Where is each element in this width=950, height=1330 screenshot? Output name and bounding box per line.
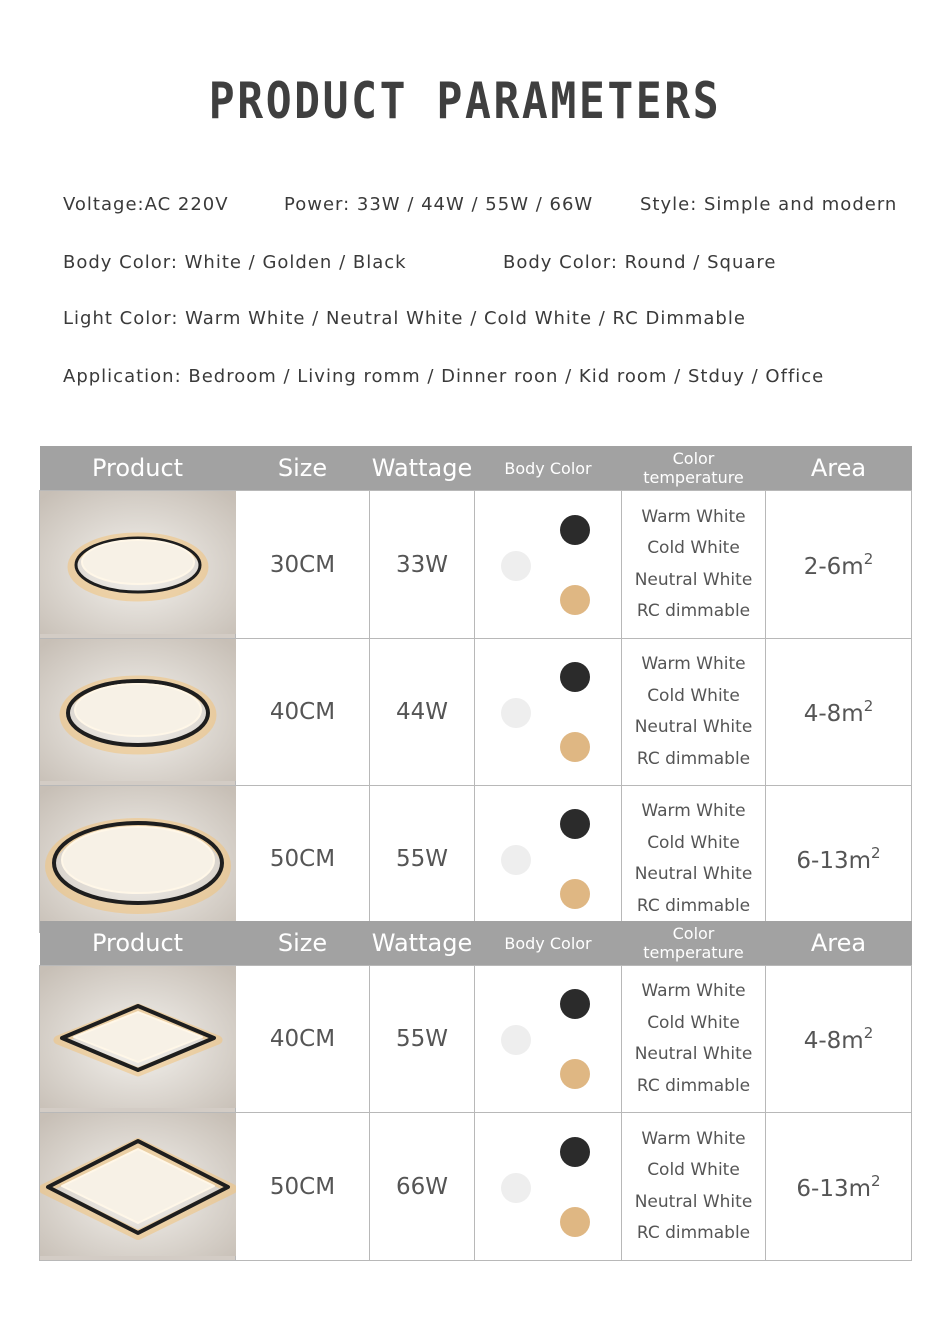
size-cell: 40CM [236,639,370,786]
golden-swatch [560,585,590,615]
header-product: Product [40,921,236,966]
area-value: 6-13m [796,848,872,874]
header-color-temperature: Color temperature [622,446,766,491]
temp-rc-dimmable: RC dimmable [636,1223,751,1243]
body-color-cell [475,786,622,933]
header-body-color: Body Color [475,446,622,491]
area-value: 2-6m [803,553,864,580]
color-swatches [475,789,621,929]
wattage-cell: 66W [370,1113,475,1261]
table-row [40,966,912,1113]
product-image-cell [40,966,236,1113]
header-area: Area [766,921,912,966]
white-swatch [501,1173,531,1203]
area-superscript: 2 [863,549,874,568]
black-swatch [560,809,590,839]
round-spec-table [39,446,912,933]
size-cell: 50CM [236,786,370,933]
temp-cold-white: Cold White [647,1012,740,1033]
wattage-cell: 44W [370,639,475,786]
table-row [40,491,912,639]
body-color-cell [475,639,622,786]
temp-neutral-white: Neutral White [634,864,753,884]
table-header-row [40,921,912,966]
color-swatches [475,495,621,635]
color-temperature-cell [622,491,766,639]
product-image-cell [40,786,236,933]
table-row [40,639,912,786]
area-value: 6-13m [796,1175,872,1202]
body-color-cell [475,1113,622,1261]
square-spec-table [39,921,912,1261]
area-cell [766,491,912,639]
temp-rc-dimmable: RC dimmable [636,601,751,621]
temp-cold-white: Cold White [647,685,740,706]
area-value: 4-8m [803,701,864,727]
temp-neutral-white: Neutral White [634,717,753,737]
temp-warm-white: Warm White [641,506,746,527]
temp-cold-white: Cold White [647,1160,740,1180]
round-lamp-50-image [40,786,236,928]
area-superscript: 2 [871,844,881,862]
color-temperature-cell [622,639,766,786]
product-image-cell [40,491,236,639]
black-swatch [560,515,590,545]
param-power: Power: 33W / 44W / 55W / 66W [284,194,594,215]
param-application: Application: Bedroom / Living romm / Dinner roon / Kid room / Stduy / Office [63,366,825,387]
header-size: Size [236,446,370,491]
param-voltage: Voltage:AC 220V [63,194,229,215]
black-swatch [560,1137,590,1167]
area-cell [766,1113,912,1261]
temp-warm-white: Warm White [641,1128,746,1149]
temp-cold-white: Cold White [647,832,740,853]
wattage-cell: 33W [370,491,475,639]
temp-warm-white: Warm White [641,654,746,674]
golden-swatch [560,732,590,762]
param-body-shape: Body Color: Round / Square [503,252,777,273]
param-light-color: Light Color: Warm White / Neutral White / Cold White / RC Dimmable [63,308,746,329]
header-body-color: Body Color [475,921,622,966]
square-lamp-40-image [40,966,236,1108]
area-cell [766,966,912,1113]
size-cell: 30CM [236,491,370,639]
header-product: Product [40,446,236,491]
golden-swatch [560,879,590,909]
white-swatch [501,698,531,728]
temp-warm-white: Warm White [641,801,746,821]
header-area: Area [766,446,912,491]
black-swatch [560,662,590,692]
golden-swatch [560,1207,590,1237]
body-color-cell [475,966,622,1113]
header-size: Size [236,921,370,966]
size-cell: 50CM [236,1113,370,1261]
wattage-cell: 55W [370,966,475,1113]
page-title: PRODUCT PARAMETERS [208,72,722,130]
round-lamp-40-image [40,639,236,781]
color-temperature-cell [622,966,766,1113]
table-row [40,1113,912,1261]
temp-rc-dimmable: RC dimmable [636,748,751,769]
area-superscript: 2 [871,1171,881,1190]
color-temperature-cell [622,786,766,933]
area-superscript: 2 [863,1024,874,1042]
color-swatches [475,642,621,782]
color-swatches [475,969,621,1109]
white-swatch [501,1025,531,1055]
body-color-cell [475,491,622,639]
temp-cold-white: Cold White [647,538,740,558]
color-swatches [475,1117,621,1257]
square-lamp-50-image [40,1113,236,1256]
temp-neutral-white: Neutral White [634,569,753,590]
area-cell [766,639,912,786]
param-body-color: Body Color: White / Golden / Black [63,252,407,273]
area-superscript: 2 [863,697,874,715]
table-row [40,786,912,933]
white-swatch [501,551,531,581]
temp-rc-dimmable: RC dimmable [636,895,751,916]
header-color-temperature: Color temperature [622,921,766,966]
table-header-row [40,446,912,491]
round-lamp-30-image [40,491,236,634]
header-wattage: Wattage [370,446,475,491]
temp-rc-dimmable: RC dimmable [636,1075,751,1096]
param-style: Style: Simple and modern [640,194,898,215]
white-swatch [501,845,531,875]
size-cell: 40CM [236,966,370,1113]
product-image-cell [40,639,236,786]
temp-warm-white: Warm White [641,981,746,1001]
product-image-cell [40,1113,236,1261]
temp-neutral-white: Neutral White [634,1044,753,1064]
black-swatch [560,989,590,1019]
golden-swatch [560,1059,590,1089]
header-wattage: Wattage [370,921,475,966]
area-value: 4-8m [803,1028,864,1054]
color-temperature-cell [622,1113,766,1261]
temp-neutral-white: Neutral White [634,1191,753,1212]
area-cell [766,786,912,933]
wattage-cell: 55W [370,786,475,933]
